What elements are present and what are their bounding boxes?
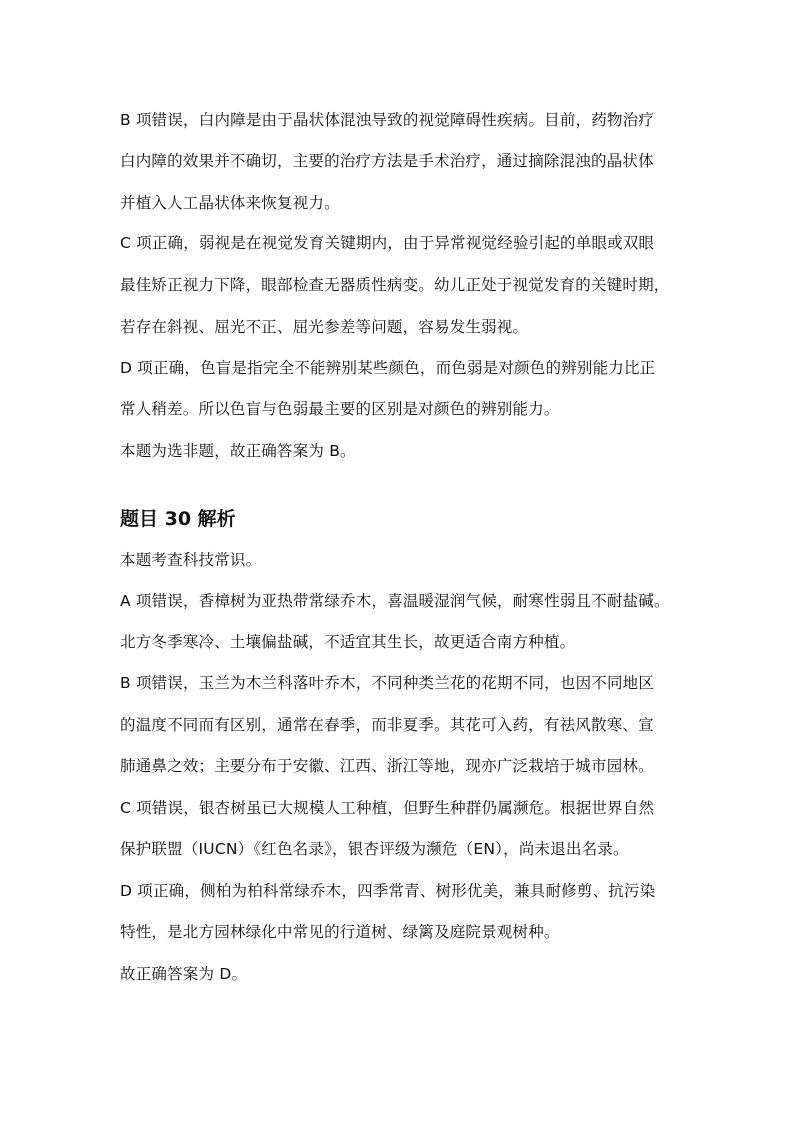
paragraph-line: D 项正确，侧柏为柏科常绿乔木，四季常青、树形优美，兼具耐修剪、抗污染	[120, 882, 656, 900]
paragraph-line: 北方冬季寒冷、土壤偏盐碱，不适宜其生长，故更适合南方种植。	[120, 633, 576, 651]
paragraph-line: 常人稍差。所以色盲与色弱最主要的区别是对颜色的辨别能力。	[120, 400, 560, 418]
paragraph-line: 特性，是北方园林绿化中常见的行道树、绿篱及庭院景观树种。	[120, 923, 560, 941]
paragraph-line: 若存在斜视、屈光不正、屈光参差等问题，容易发生弱视。	[120, 318, 529, 336]
paragraph-line: 并植入人工晶状体来恢复视力。	[120, 194, 340, 212]
paragraph-line: D 项正确，色盲是指完全不能辨别某些颜色，而色弱是对颜色的辨别能力比正	[120, 359, 656, 377]
paragraph-line: 故正确答案为 D。	[120, 965, 248, 983]
paragraph-line: 保护联盟（IUCN）《红色名录》，银杏评级为濒危（EN），尚未退出名录。	[120, 840, 629, 858]
paragraph-line: 肺通鼻之效；主要分布于安徽、江西、浙江等地，现亦广泛栽培于城市园林。	[120, 757, 654, 775]
paragraph-line: B 项错误，玉兰为木兰科落叶乔木，不同种类兰花的花期不同，也因不同地区	[120, 674, 655, 692]
paragraph-line: 白内障的效果并不确切，主要的治疗方法是手术治疗，通过摘除混浊的晶状体	[120, 152, 654, 170]
paragraph-line: B 项错误，白内障是由于晶状体混浊导致的视觉障碍性疾病。目前，药物治疗	[120, 111, 655, 129]
section-heading: 题目 30 解析	[120, 508, 236, 530]
paragraph-line: C 项正确，弱视是在视觉发育关键期内，由于异常视觉经验引起的单眼或双眼	[120, 234, 655, 252]
paragraph-line: 本题考查科技常识。	[120, 551, 262, 569]
paragraph-line: 的温度不同而有区别，通常在春季，而非夏季。其花可入药，有祛风散寒、宣	[120, 716, 654, 734]
paragraph-line: 本题为选非题，故正确答案为 B。	[120, 442, 356, 460]
paragraph-line: C 项错误，银杏树虽已大规模人工种植，但野生种群仍属濒危。根据世界自然	[120, 799, 655, 817]
paragraph-line: A 项错误，香樟树为亚热带常绿乔木，喜温暖湿润气候，耐寒性弱且不耐盐碱。	[120, 592, 670, 610]
paragraph-line: 最佳矫正视力下降，眼部检查无器质性病变。幼儿正处于视觉发育的关键时期，	[120, 276, 670, 294]
